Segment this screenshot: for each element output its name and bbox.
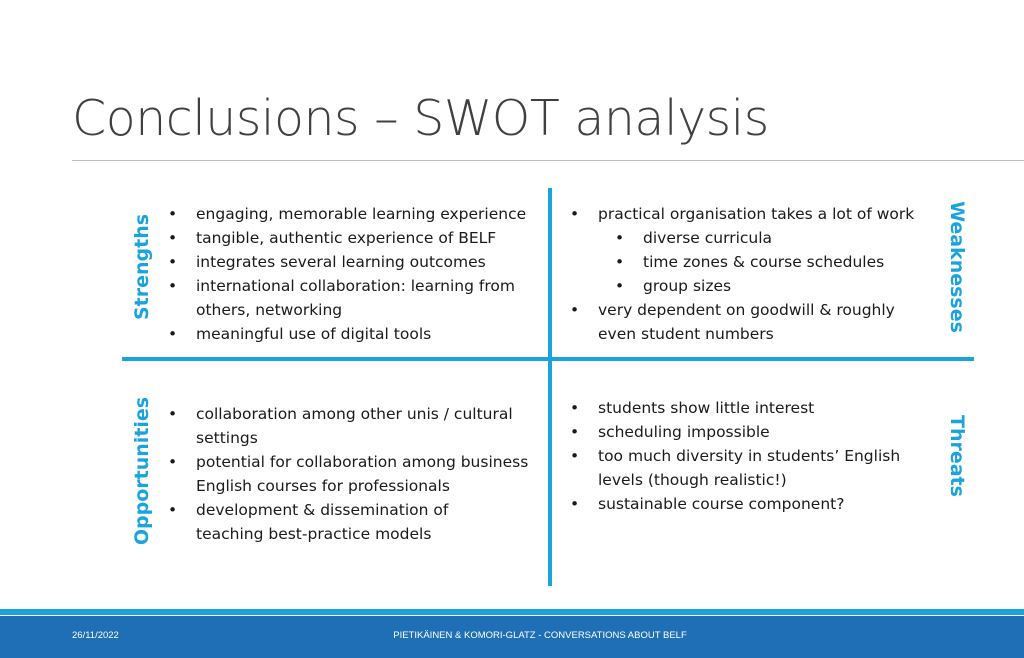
opportunities-item: • potential for collaboration among business English courses for professionals <box>168 450 538 498</box>
threats-list <box>570 396 920 516</box>
footer-date: 26/11/2022 <box>72 630 119 641</box>
weaknesses-subitem: • time zones & course schedules <box>615 250 940 274</box>
weaknesses-subitem: • diverse curricula <box>615 226 940 250</box>
threats-item: • too much diversity in students’ English levels (though realistic!) <box>570 444 920 492</box>
weaknesses-item: • practical organisation takes a lot of work <box>570 202 940 226</box>
strengths-item: • meaningful use of digital tools <box>168 322 538 346</box>
title-divider <box>72 160 1024 161</box>
strengths-item: • integrates several learning outcomes <box>168 250 538 274</box>
threats-item: • sustainable course component? <box>570 492 920 516</box>
opportunities-list <box>168 402 538 546</box>
slide-title: Conclusions – SWOT analysis <box>72 90 769 147</box>
strengths-item: • engaging, memorable learning experience <box>168 202 538 226</box>
opportunities-item: • development & dissemination of teaching best-practice models <box>168 498 496 546</box>
strengths-list <box>168 202 538 346</box>
opportunities-item: • collaboration among other unis / cultural settings <box>168 402 536 450</box>
swot-vertical-divider <box>548 188 552 586</box>
weaknesses-list <box>570 202 940 346</box>
threats-item: • scheduling impossible <box>570 420 920 444</box>
footer-bar <box>0 616 1024 658</box>
strengths-item: • tangible, authentic experience of BELF <box>168 226 538 250</box>
weaknesses-item: • very dependent on goodwill & roughly even student numbers <box>570 298 918 346</box>
strengths-item: • international collaboration: learning from others, networking <box>168 274 538 322</box>
footer-accent-stripe <box>0 609 1024 615</box>
swot-horizontal-divider <box>122 357 974 361</box>
footer-title: PIETIKÄINEN & KOMORI-GLATZ - CONVERSATIONS ABOUT BELF <box>393 630 687 641</box>
threats-label: Threats <box>946 415 968 497</box>
strengths-label: Strengths <box>131 213 153 321</box>
weaknesses-subitem: • group sizes <box>615 274 940 298</box>
weaknesses-label: Weaknesses <box>946 201 968 333</box>
opportunities-label: Opportunities <box>131 396 153 546</box>
threats-item: • students show little interest <box>570 396 920 420</box>
